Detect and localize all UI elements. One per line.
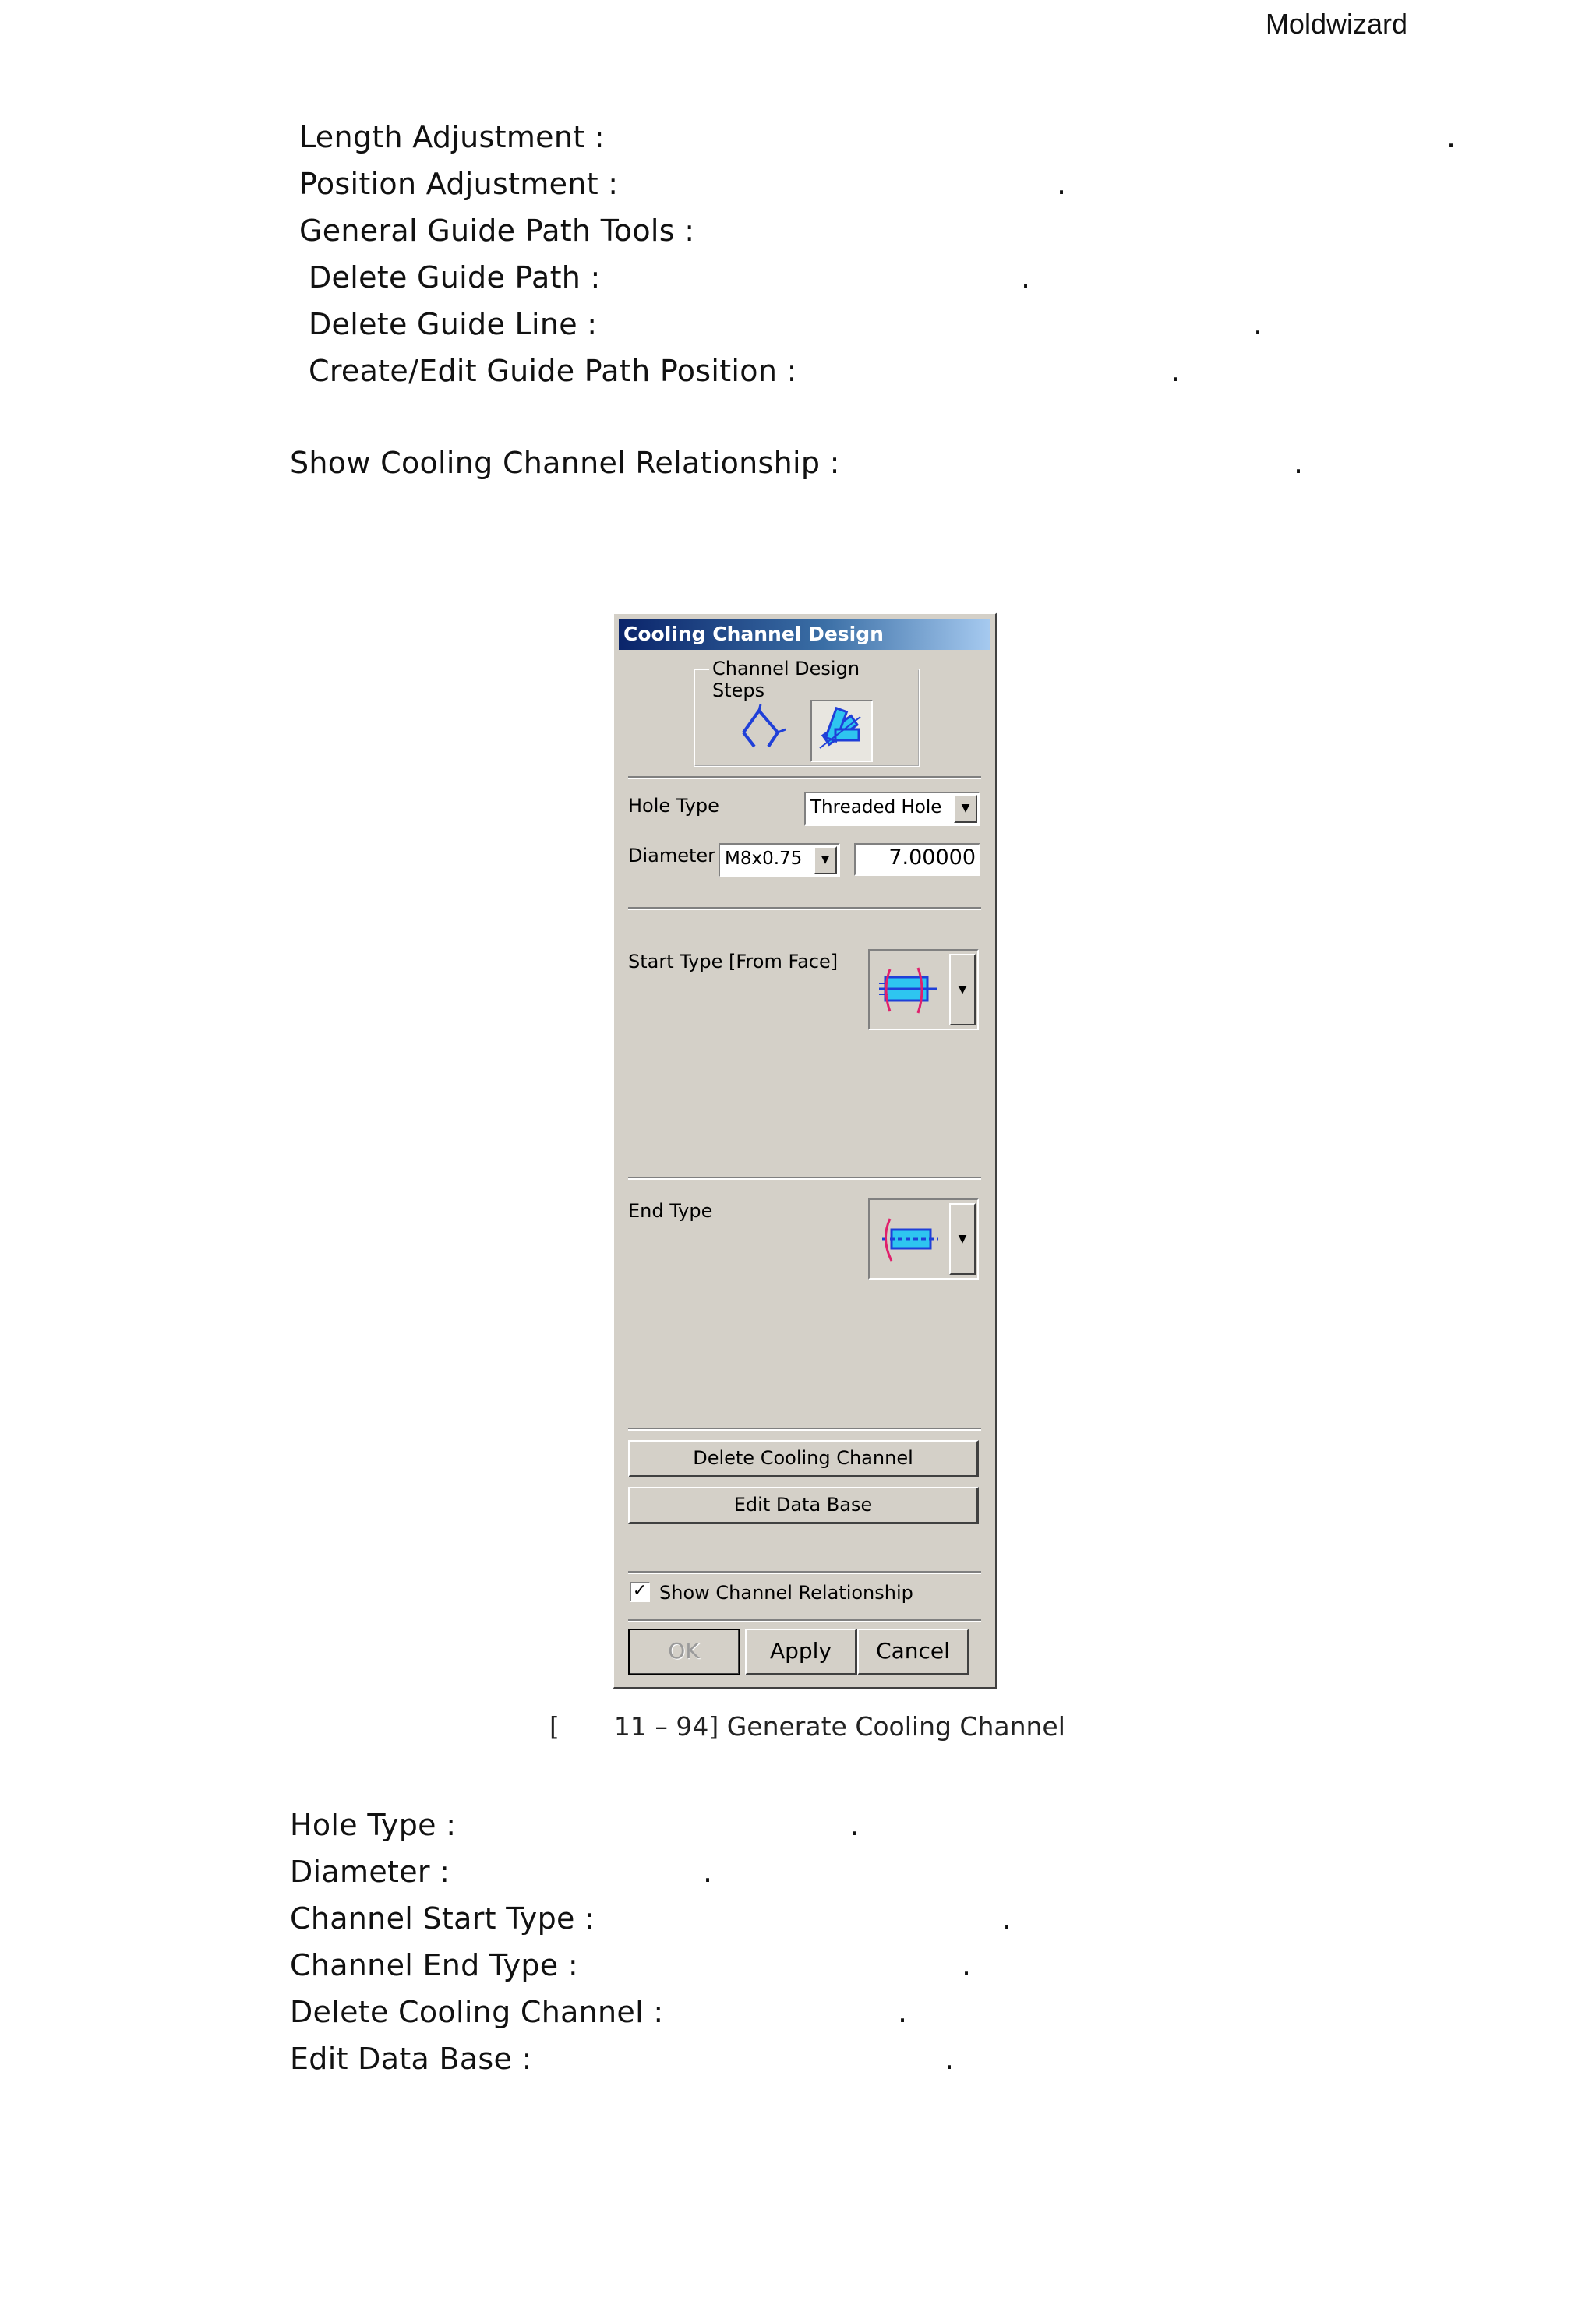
separator [628,1177,981,1180]
item-general-guide-path-tools: General Guide Path Tools : [299,214,695,248]
hole-type-select[interactable] [804,792,980,826]
item-hole-type-end: . [849,1808,860,1842]
end-type-icon [871,1202,949,1276]
caption-bracket: [ [549,1711,560,1742]
item-hole-type: Hole Type : [290,1808,457,1842]
separator [628,907,981,910]
show-relationship-label: Show Channel Relationship [659,1582,913,1604]
figure-caption [549,1711,1065,1742]
item-delete-cooling-channel-end: . [898,1995,908,2029]
item-delete-guide-line: Delete Guide Line : [309,307,598,341]
item-delete-guide-path-end: . [1021,260,1031,295]
item-position-adjustment-end: . [1057,167,1067,201]
separator [628,1571,981,1574]
cooling-channel-design-dialog [613,612,998,1689]
end-type-picker[interactable] [868,1198,979,1280]
edit-data-base-button[interactable]: Edit Data Base [628,1487,979,1524]
separator [628,776,981,779]
item-channel-end-type: Channel End Type : [290,1948,578,1982]
separator [628,1619,981,1622]
diameter-value-input[interactable]: 7.00000 [854,843,980,876]
show-relationship-checkbox[interactable]: ✓ [630,1582,650,1602]
separator [628,1428,981,1431]
item-edit-data-base: Edit Data Base : [290,2042,532,2076]
dialog-title[interactable]: Cooling Channel Design [619,619,990,650]
item-create-edit-guide-path-position: Create/Edit Guide Path Position : [309,354,797,388]
chevron-down-icon[interactable]: ▼ [814,846,837,874]
guide-path-step-button[interactable] [737,700,800,762]
hole-type-value: Threaded Hole [810,797,942,817]
item-length-adjustment: Length Adjustment : [299,120,605,154]
item-delete-cooling-channel: Delete Cooling Channel : [290,1995,664,2029]
item-position-adjustment: Position Adjustment : [299,167,619,201]
diameter-select-value: M8x0.75 [725,849,803,869]
item-channel-end-type-end: . [962,1948,972,1982]
item-show-cooling-channel-relationship: Show Cooling Channel Relationship : [290,446,840,480]
channel-design-steps-group [694,658,920,767]
chevron-down-icon[interactable]: ▼ [954,795,977,823]
item-delete-guide-line-end: . [1253,307,1263,341]
item-edit-data-base-end: . [945,2042,955,2076]
cancel-button[interactable]: Cancel [857,1629,969,1675]
item-delete-guide-path: Delete Guide Path : [309,260,601,295]
item-channel-start-type-end: . [1002,1901,1012,1936]
channel-design-steps-label: Channel Design Steps [709,658,918,701]
item-length-adjustment-end: . [1446,120,1457,154]
item-show-cooling-channel-relationship-end: . [1294,446,1304,480]
diameter-select[interactable] [719,843,840,877]
cooling-channel-icon [812,701,871,761]
ok-button[interactable]: OK [628,1629,740,1675]
diameter-label: Diameter [628,845,716,867]
start-type-picker[interactable] [868,949,979,1030]
item-create-edit-guide-path-position-end: . [1171,354,1181,388]
item-diameter-end: . [703,1855,713,1889]
cooling-channel-step-button[interactable] [810,700,873,762]
end-type-label: End Type [628,1200,713,1222]
item-channel-start-type: Channel Start Type : [290,1901,595,1936]
guide-path-icon [737,700,796,759]
hole-type-label: Hole Type [628,795,719,817]
chevron-down-icon[interactable]: ▼ [949,954,976,1025]
item-diameter: Diameter : [290,1855,450,1889]
start-type-icon [871,952,949,1027]
chevron-down-icon[interactable]: ▼ [949,1203,976,1275]
apply-button[interactable]: Apply [745,1629,857,1675]
start-type-label: Start Type [From Face] [628,951,839,972]
running-header: Moldwizard [1265,8,1407,40]
caption-text: 11 – 94] Generate Cooling Channel [613,1711,1065,1742]
delete-cooling-channel-button[interactable]: Delete Cooling Channel [628,1440,979,1477]
